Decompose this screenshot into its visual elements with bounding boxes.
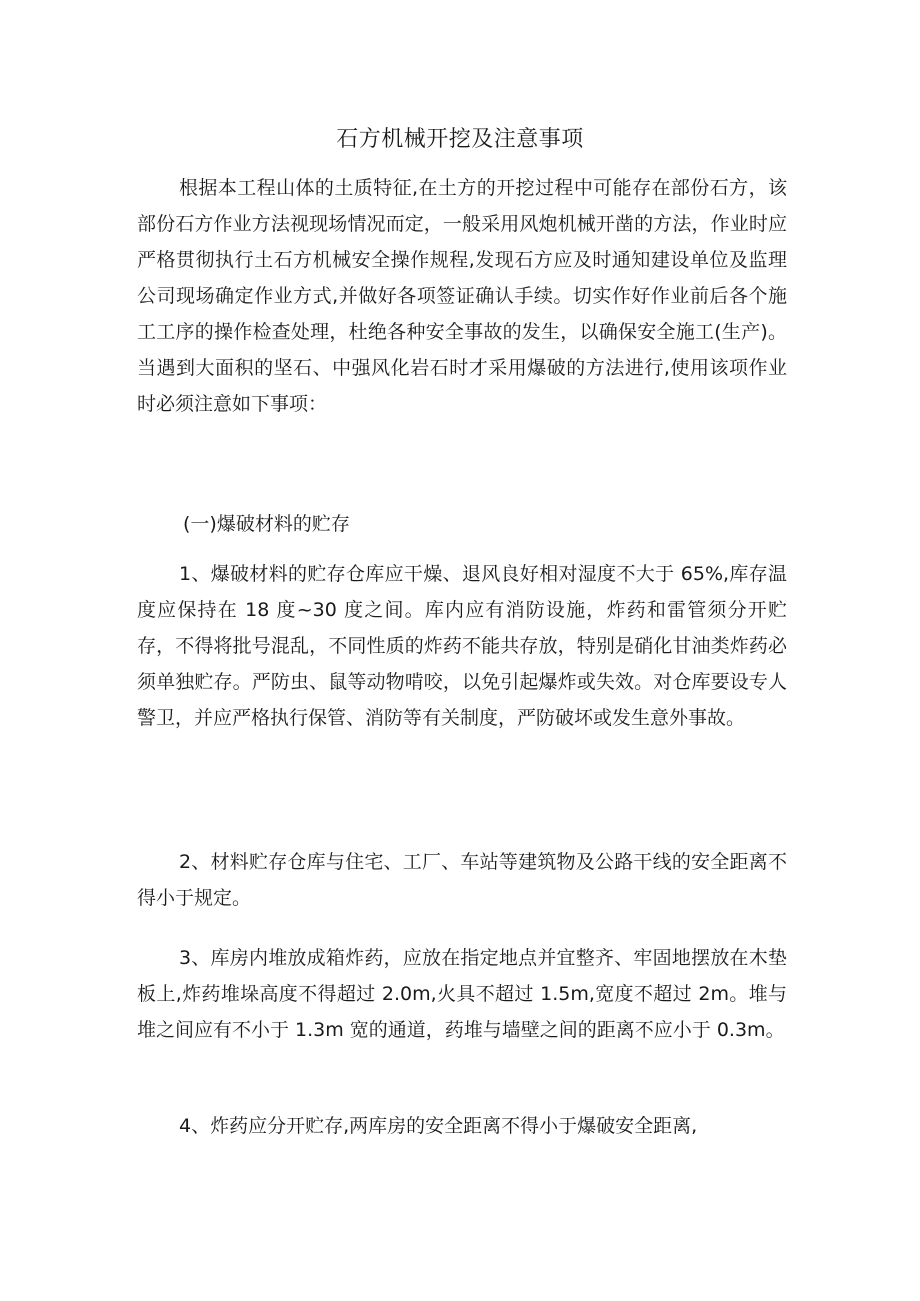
section-heading: (一)爆破材料的贮存 <box>183 513 350 535</box>
list-item: 1、爆破材料的贮存仓库应干燥、退风良好相对湿度不大于 65%,库存温度应保持在 18 度~30 度之间。库内应有消防设施，炸药和雷管须分开贮存，不得将批号混乱，不同性质的炸药不能共存放，特别是硝化甘油类炸药必须单独贮存。严防虫、鼠等动物啃咬，以免引起爆炸或失效。对仓库要设专人警卫，并应严格执行保管、消防等有关制度，严防破坏或发生意外事故。 <box>137 563 787 729</box>
page-title: 石方机械开挖及注意事项 <box>336 127 584 152</box>
list-item: 4、炸药应分开贮存,两库房的安全距离不得小于爆破安全距离, <box>179 1115 698 1137</box>
intro-paragraph: 根据本工程山体的土质特征,在土方的开挖过程中可能存在部份石方，该部份石方作业方法视现场情况而定，一般采用风炮机械开凿的方法，作业时应严格贯彻执行土石方机械安全操作规程,发现石方应及时通知建设单位及监理公司现场确定作业方式,并做好各项签证确认手续。切实作好作业前后各个施工工序的操作检查处理，杜绝各种安全事故的发生，以确保安全施工(生产)。当遇到大面积的坚石、中强风化岩石时才采用爆破的方法进行,使用该项作业时必须注意如下事项： <box>137 177 787 415</box>
list-item: 3、库房内堆放成箱炸药，应放在指定地点并宜整齐、牢固地摆放在木垫板上,炸药堆垛高度不得超过 2.0m,火具不超过 1.5m,宽度不超过 2m。堆与堆之间应有不小于 1.3m 宽的通道，药堆与墙壁之间的距离不应小于 0.3m。 <box>137 947 787 1041</box>
list-item: 2、材料贮存仓库与住宅、工厂、车站等建筑物及公路干线的安全距离不得小于规定。 <box>137 851 787 909</box>
